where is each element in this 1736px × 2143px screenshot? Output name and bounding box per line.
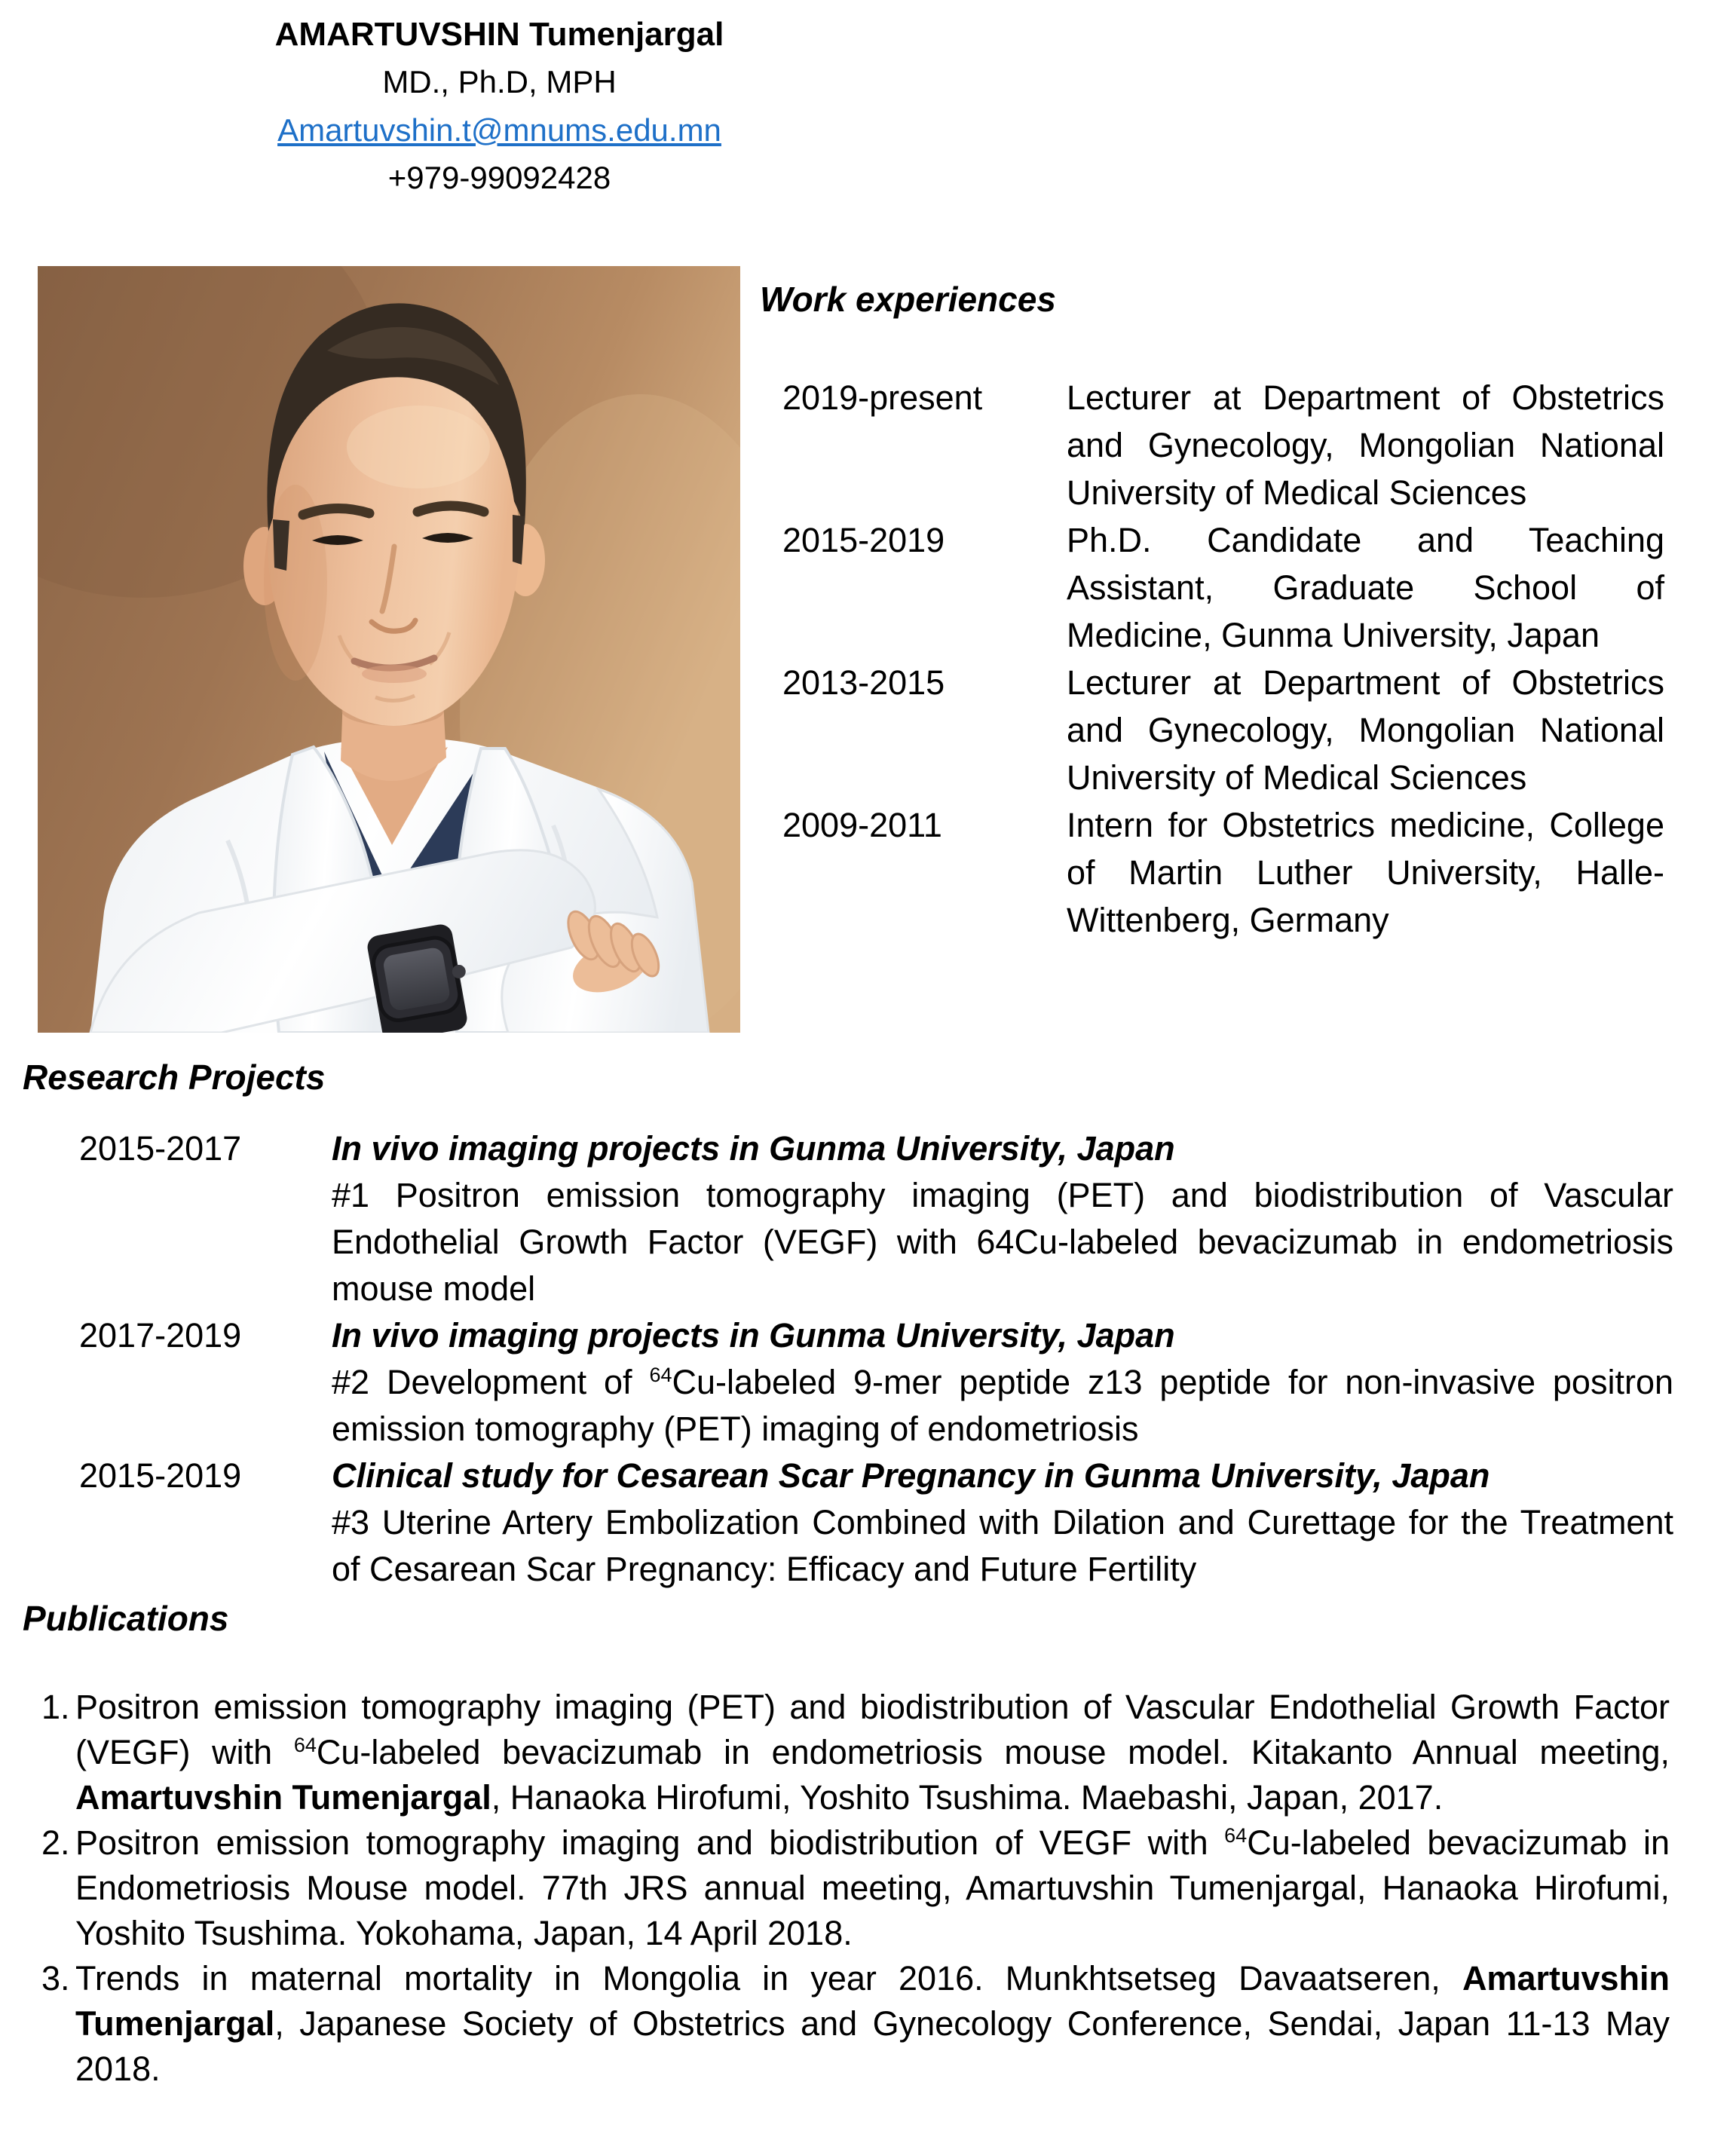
work-experiences-section (760, 276, 1664, 944)
portrait-photo (38, 266, 740, 1033)
work-entry (760, 801, 1664, 944)
research-entry (23, 1312, 1673, 1453)
research-period: 2017-2019 (79, 1316, 242, 1355)
publication-text: Positron emission tomography imaging (PET) and biodistribution of Vascular Endothelial Growth Factor (VEGF) with $^{64}$Cu-labeled bevacizumab in endometriosis mouse model. Kitakanto Annual meeting, Amartuvshin Tumenjargal, Hanaoka Hirofumi, Yoshito Tsushima. Maebashi, Japan, 2017. (75, 1688, 1670, 1817)
publication-number: 1. (41, 1688, 70, 1726)
work-experiences-title: Work experiences (760, 280, 1056, 319)
research-projects-rows (23, 1125, 1673, 1593)
publications-list (23, 1685, 1670, 2092)
work-period: 2013-2015 (782, 663, 945, 702)
research-entry (23, 1125, 1673, 1312)
work-entry (760, 659, 1664, 801)
publications-section (23, 1595, 1670, 2092)
work-description: Lecturer at Department of Obstetrics and Gynecology, Mongolian National University of Medical Sciences (1067, 663, 1664, 797)
research-period: 2015-2019 (79, 1456, 242, 1495)
research-entry (23, 1453, 1673, 1593)
work-description: Lecturer at Department of Obstetrics and Gynecology, Mongolian National University of Medical Sciences (1067, 378, 1664, 512)
research-entry-title: In vivo imaging projects in Gunma University, Japan (332, 1129, 1175, 1168)
work-period: 2015-2019 (782, 521, 945, 559)
research-entry-body: #1 Positron emission tomography imaging (PET) and biodistribution of Vascular Endothelial Growth Factor (VEGF) with 64Cu-labeled bevacizumab in endometriosis mouse model (332, 1176, 1673, 1308)
research-entry-title: In vivo imaging projects in Gunma University, Japan (332, 1316, 1175, 1355)
publications-title: Publications (23, 1599, 229, 1638)
publication-item (23, 1685, 1670, 1820)
person-credentials: MD., Ph.D, MPH (382, 64, 617, 99)
work-period: 2009-2011 (782, 806, 942, 844)
email-link[interactable]: Amartuvshin.t@mnums.edu.mn (277, 112, 721, 148)
header-block (0, 11, 999, 201)
work-entry (760, 374, 1664, 516)
publication-number: 3. (41, 1959, 70, 1998)
research-projects-section (23, 1054, 1673, 1593)
research-entry-body: #3 Uterine Artery Embolization Combined with Dilation and Curettage for the Treatment of Cesarean Scar Pregnancy: Efficacy and Future Fertility (332, 1503, 1673, 1588)
work-experiences-rows (760, 374, 1664, 944)
publication-text: Trends in maternal mortality in Mongolia in year 2016. Munkhtsetseg Davaatseren, Amartuvshin Tumenjargal, Japanese Society of Obstetrics and Gynecology Conference, Sendai, Japan 11-13 May 2018. (75, 1959, 1670, 2088)
research-period: 2015-2017 (79, 1129, 242, 1168)
work-description: Intern for Obstetrics medicine, College of Martin Luther University, Halle-Wittenberg, Germany (1067, 806, 1664, 939)
phone-number: +979-99092428 (387, 160, 611, 195)
work-description: Ph.D. Candidate and Teaching Assistant, Graduate School of Medicine, Gunma University, Japan (1067, 521, 1664, 654)
publication-item (23, 1820, 1670, 1956)
publication-text: Positron emission tomography imaging and biodistribution of VEGF with $^{64}$Cu-labeled bevacizumab in Endometriosis Mouse model. 77th JRS annual meeting, Amartuvshin Tumenjargal, Hanaoka Hirofumi, Yoshito Tsushima. Yokohama, Japan, 14 April 2018. (75, 1823, 1670, 1952)
work-entry (760, 516, 1664, 659)
research-entry-body: #2 Development of $^{64}$Cu-labeled 9-mer peptide z13 peptide for non-invasive positron emission tomography (PET) imaging of endometriosis (332, 1363, 1673, 1448)
publication-number: 2. (41, 1823, 70, 1862)
research-projects-title: Research Projects (23, 1058, 326, 1097)
person-name: AMARTUVSHIN Tumenjargal (274, 16, 724, 53)
publication-item (23, 1956, 1670, 2092)
portrait-illustration (38, 266, 740, 1033)
research-entry-title: Clinical study for Cesarean Scar Pregnancy in Gunma University, Japan (332, 1456, 1490, 1495)
work-period: 2019-present (782, 378, 983, 417)
